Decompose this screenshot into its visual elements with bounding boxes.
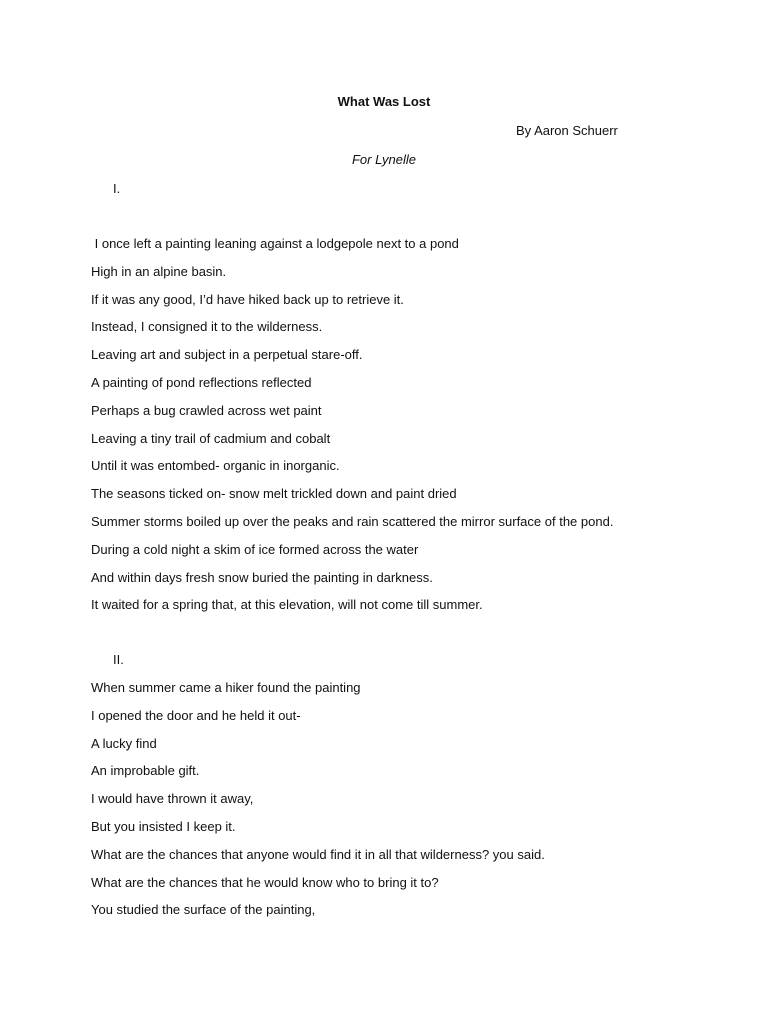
section-number-2: II.: [113, 652, 124, 667]
poem-line: Perhaps a bug crawled across wet paint: [91, 402, 322, 418]
poem-line: High in an alpine basin.: [91, 263, 227, 279]
section-2-lines: [91, 679, 545, 929]
poem-line: What are the chances that anyone would find it in all that wilderness? you said.: [91, 846, 545, 862]
poem-line: What are the chances that he would know who to bring it to?: [91, 874, 439, 890]
poem-line: During a cold night a skim of ice formed across the water: [91, 541, 419, 557]
poem-line: And within days fresh snow buried the painting in darkness.: [91, 569, 433, 585]
poem-line: If it was any good, I’d have hiked back up to retrieve it.: [91, 291, 404, 307]
poem-line: A lucky find: [91, 735, 157, 751]
section-number-1: I.: [113, 181, 121, 196]
poem-line: I opened the door and he held it out-: [91, 707, 301, 723]
section-1-lines: [91, 235, 613, 624]
poem-line: Leaving a tiny trail of cadmium and cobalt: [91, 430, 331, 446]
poem-dedication: For Lynelle: [351, 152, 417, 167]
poem-byline: By Aaron Schuerr: [516, 123, 618, 138]
poem-line: Until it was entombed- organic in inorganic.: [91, 458, 340, 474]
poem-line: Leaving art and subject in a perpetual stare-off.: [91, 347, 363, 363]
poem-line: I would have thrown it away,: [91, 791, 254, 807]
poem-line: The seasons ticked on- snow melt trickled down and paint dried: [91, 486, 457, 502]
poem-line: When summer came a hiker found the painting: [91, 680, 361, 695]
poem-line: A painting of pond reflections reflected: [91, 374, 312, 390]
poem-line: I once left a painting leaning against a lodgepole next to a pond: [91, 236, 459, 251]
poem-title: What Was Lost: [337, 94, 431, 109]
poem-line: Summer storms boiled up over the peaks and rain scattered the mirror surface of the pond.: [91, 513, 614, 529]
poem-line: It waited for a spring that, at this elevation, will not come till summer.: [91, 597, 483, 613]
poem-line: But you insisted I keep it.: [91, 818, 236, 834]
poem-line: Instead, I consigned it to the wilderness.: [91, 319, 323, 335]
poem-line: An improbable gift.: [91, 763, 200, 779]
poem-line: You studied the surface of the painting,: [91, 902, 316, 918]
